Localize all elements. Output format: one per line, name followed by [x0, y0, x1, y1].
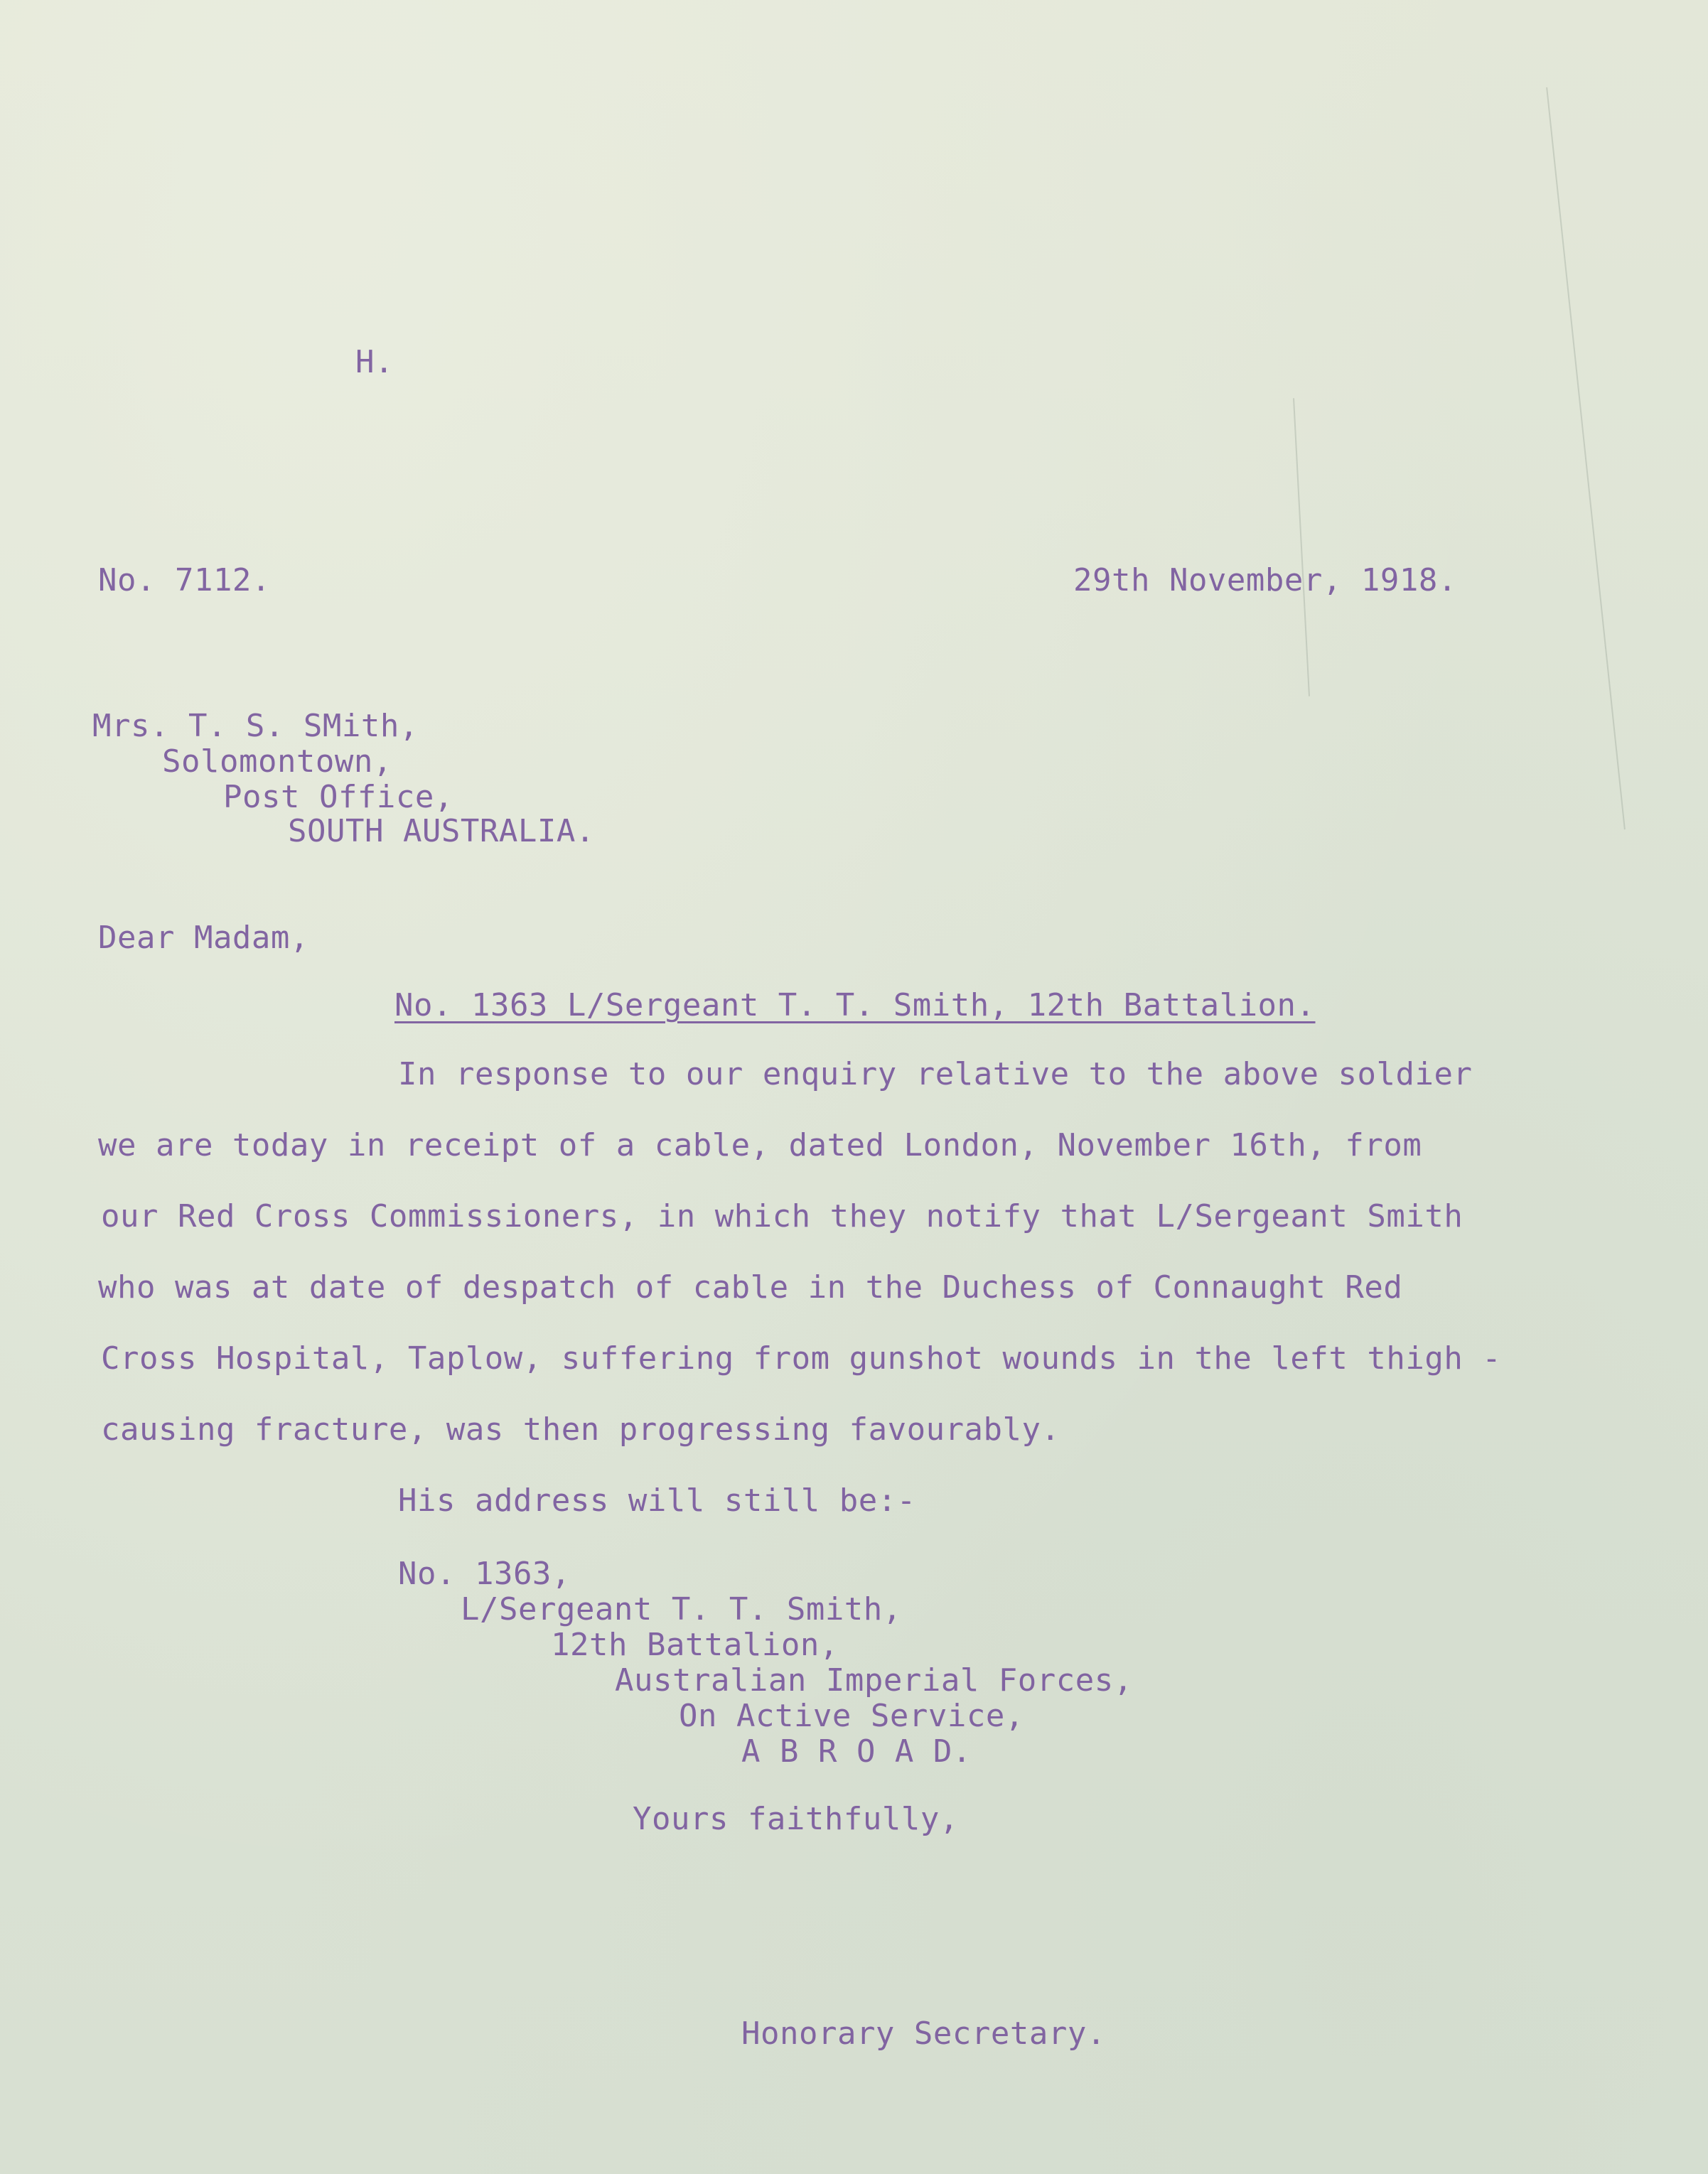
body-line-5: Cross Hospital, Taplow, suffering from gunshot wounds in the left thigh - [101, 1340, 1502, 1377]
signatory-title: Honorary Secretary. [741, 2016, 1106, 2052]
recipient-line-4: SOUTH AUSTRALIA. [288, 813, 595, 849]
address-line-6: A B R O A D. [741, 1733, 972, 1770]
body-line-2: we are today in receipt of a cable, dated London, November 16th, from [98, 1127, 1422, 1163]
recipient-line-1: Mrs. T. S. SMith, [92, 708, 419, 744]
body-line-3: our Red Cross Commissioners, in which they notify that L/Sergeant Smith [101, 1198, 1463, 1234]
salutation: Dear Madam, [98, 920, 309, 956]
address-line-5: On Active Service, [679, 1698, 1024, 1734]
address-line-2: L/Sergeant T. T. Smith, [461, 1591, 902, 1627]
paper-crease [1293, 398, 1310, 696]
address-line-4: Australian Imperial Forces, [615, 1662, 1133, 1699]
recipient-line-2: Solomontown, [162, 743, 392, 780]
address-line-1: No. 1363, [398, 1556, 571, 1592]
file-mark: H. [355, 344, 394, 380]
letter-date: 29th November, 1918. [1073, 562, 1457, 598]
closing: Yours faithfully, [633, 1801, 959, 1837]
body-line-4: who was at date of despatch of cable in the Duchess of Connaught Red [98, 1269, 1403, 1306]
address-intro: His address will still be:- [398, 1482, 916, 1519]
recipient-line-3: Post Office, [223, 779, 453, 815]
subject-line: No. 1363 L/Sergeant T. T. Smith, 12th Battalion. [394, 987, 1316, 1023]
paper-crease [1546, 87, 1626, 829]
reference-number: No. 7112. [98, 562, 271, 598]
body-line-6: causing fracture, was then progressing favourably. [101, 1411, 1060, 1448]
body-line-1: In response to our enquiry relative to the above soldier [398, 1056, 1473, 1092]
address-line-3: 12th Battalion, [551, 1627, 839, 1663]
